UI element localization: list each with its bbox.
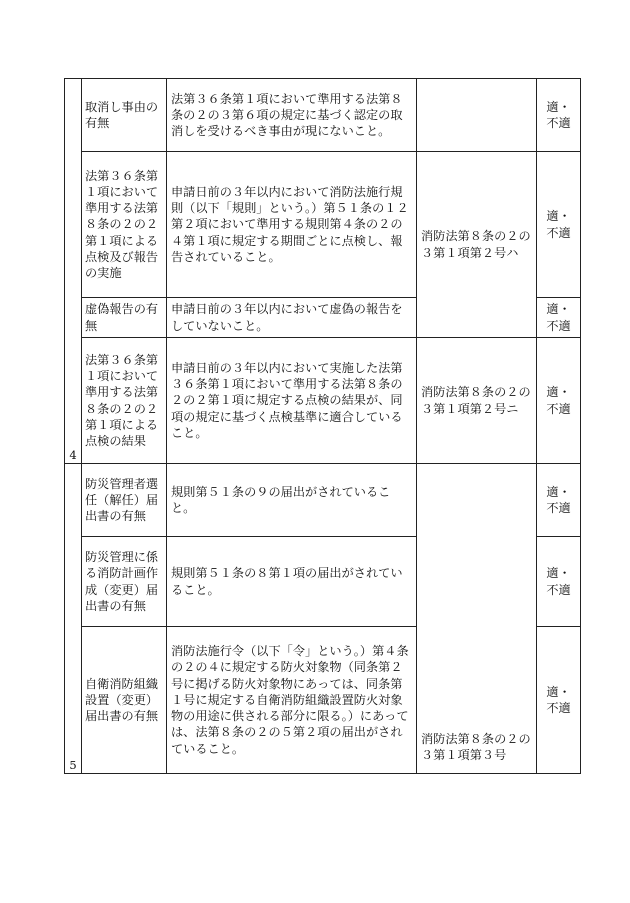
inspection-criteria-table	[64, 78, 581, 774]
verdict-ng[interactable]: 不適	[546, 401, 571, 416]
verdict-cell[interactable]	[537, 152, 581, 298]
section-number-label: 4	[69, 447, 77, 462]
law-cell: 消防法第８条の２の３第１項第２号ハ	[417, 152, 537, 338]
content-cell: 申請日前の３年以内において虚偽の報告をしていないこと。	[167, 298, 417, 338]
item-cell: 防災管理に係る消防計画作成（変更）届出書の有無	[82, 537, 167, 627]
verdict-ok[interactable]: 適・	[546, 99, 571, 114]
verdict-ok[interactable]: 適・	[546, 484, 571, 499]
item-cell: 自衛消防組織設置（変更）届出書の有無	[82, 627, 167, 774]
table-row	[65, 464, 581, 537]
verdict-ng[interactable]: 不適	[546, 582, 571, 597]
verdict-ng[interactable]: 不適	[546, 116, 571, 130]
content-cell: 申請日前の３年以内において実施した法第３６条第１項において準用する法第８条の２の２第１項に規定する点検の結果が、同項の規定に基づく点検基準に適合していること。	[167, 338, 417, 464]
verdict-cell[interactable]	[537, 627, 581, 774]
verdict-cell[interactable]	[537, 338, 581, 464]
verdict-ok[interactable]: 適・	[546, 566, 571, 581]
content-cell: 規則第５１条の８第１項の届出がされていること。	[167, 537, 417, 627]
verdict-cell[interactable]	[537, 79, 581, 152]
section-number-label: 5	[69, 757, 77, 772]
verdict-ok[interactable]: 適・	[546, 302, 571, 317]
verdict-ok[interactable]: 適・	[546, 684, 571, 699]
verdict-ng[interactable]: 不適	[546, 225, 571, 240]
item-cell: 防災管理者選任（解任）届出書の有無	[82, 464, 167, 537]
table-row	[65, 152, 581, 298]
content-cell: 申請日前の３年以内において消防法施行規則（以下「規則」という。）第５１条の１２第２項において準用する規則第４条の２の４第１項に規定する期間ごとに点検し、報告されていること。	[167, 152, 417, 298]
law-cell: 消防法第８条の２の３第１項第２号ニ	[417, 338, 537, 464]
verdict-cell[interactable]	[537, 464, 581, 537]
item-cell: 取消し事由の有無	[82, 79, 167, 152]
verdict-ng[interactable]: 不適	[546, 318, 571, 333]
verdict-ok[interactable]: 適・	[546, 385, 571, 400]
verdict-cell[interactable]	[537, 537, 581, 627]
item-cell: 法第３６条第１項において準用する法第８条の２の２第１項による点検及び報告の実施	[82, 152, 167, 298]
content-cell: 消防法施行令（以下「令」という。）第４条の２の４に規定する防火対象物（同条第２号に掲げる防火対象物にあっては、同条第１号に規定する自衛消防組織設置防火対象物の用途に供される部分に限る。）にあっては、法第８条の２の５第２項の届出がされていること。	[167, 627, 417, 774]
content-cell: 法第３６条第１項において準用する法第８条の２の３第６項の規定に基づく認定の取消しを受けるべき事由が現にないこと。	[167, 79, 417, 152]
section-number-5	[65, 464, 82, 774]
item-cell: 虚偽報告の有無	[82, 298, 167, 338]
verdict-ng[interactable]: 不適	[546, 701, 571, 715]
verdict-cell[interactable]	[537, 298, 581, 338]
content-cell: 規則第５１条の９の届出がされていること。	[167, 464, 417, 537]
item-cell: 法第３６条第１項において準用する法第８条の２の２第１項による点検の結果	[82, 338, 167, 464]
table-row	[65, 338, 581, 464]
section-number-4	[65, 79, 82, 464]
verdict-ng[interactable]: 不適	[546, 501, 571, 515]
table-row	[65, 79, 581, 152]
verdict-ok[interactable]: 適・	[546, 209, 571, 224]
law-cell: 消防法第８条の２の３第１項第３号	[417, 464, 537, 774]
law-cell	[417, 79, 537, 152]
